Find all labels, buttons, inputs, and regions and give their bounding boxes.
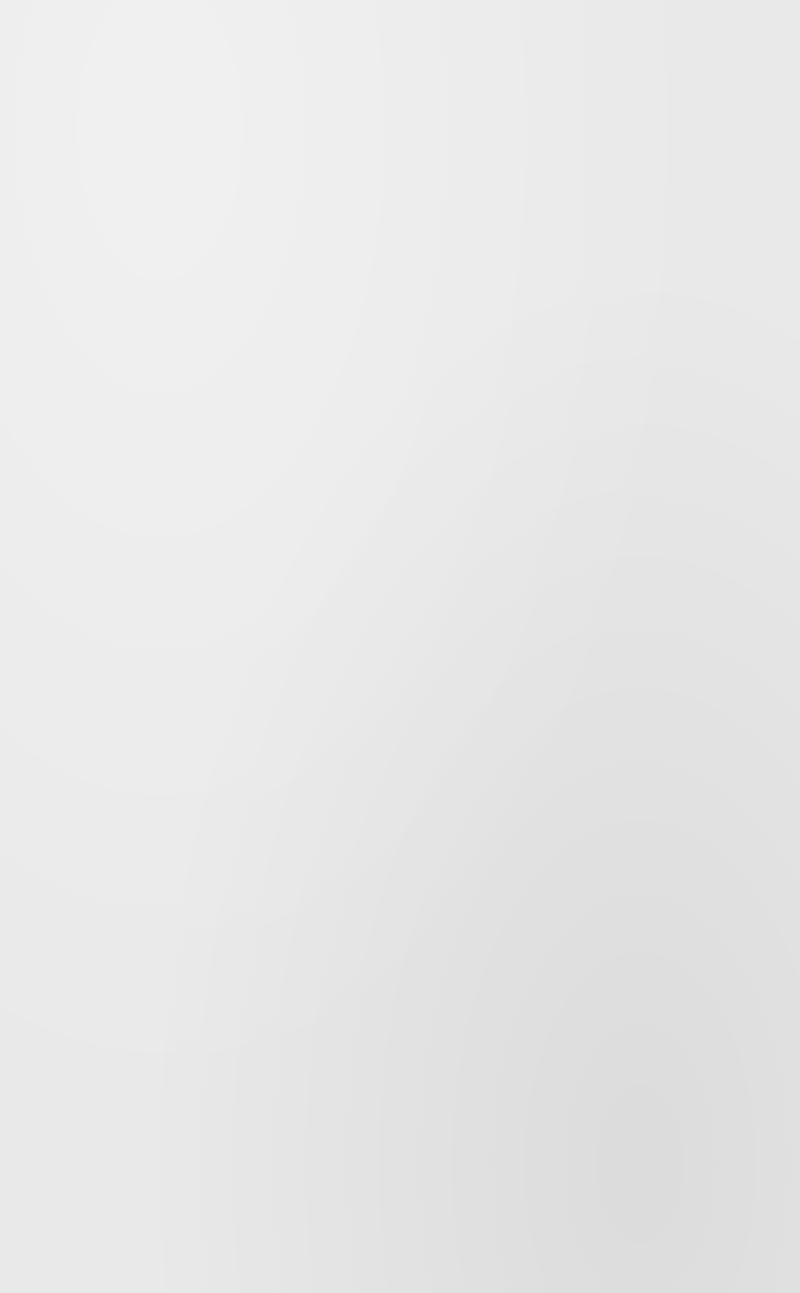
chapter-heading-line-1	[88, 392, 762, 426]
